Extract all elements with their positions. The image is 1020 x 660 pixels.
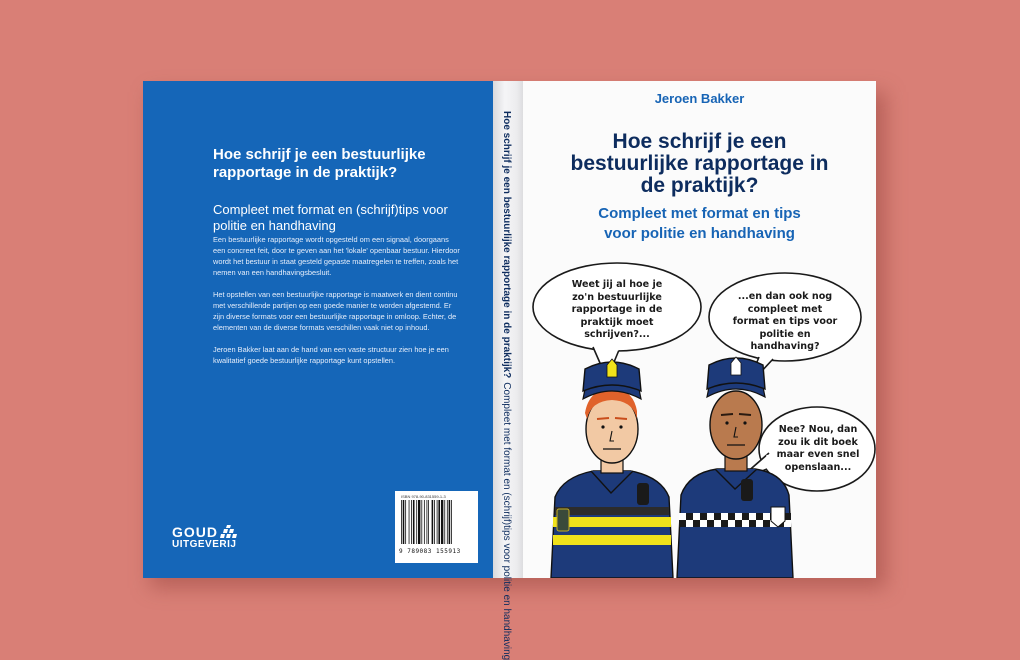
back-cover-blurb <box>213 234 463 377</box>
publisher-name: GOUD <box>172 524 218 540</box>
blurb-paragraph: Een bestuurlijke rapportage wordt opgesteld om een signaal, doorgaans een concreet feit, door te geven aan het 'lokale' openbaar bestuur. Hierdoor wordt het bestuur in staat gesteld gepaste maatregelen te treffen, zoals het nemen van een handhavingsbesluit. <box>213 235 460 277</box>
barcode-bars <box>401 500 471 544</box>
front-cover <box>523 81 876 578</box>
front-cover-subtitle <box>523 204 876 244</box>
blurb-paragraph: Jeroen Bakker laat aan de hand van een vaste structuur zien hoe je een kwalitatief goede bestuurlijke rapportage kunt opstellen. <box>213 345 449 365</box>
book-spine <box>493 81 523 660</box>
speech-text-1: Weet jij al hoe je zo'n bestuurlijke rapportage in de praktijk moet schrijven?... <box>571 279 663 340</box>
subtitle-line: voor politie en handhaving <box>604 225 795 242</box>
speech-text-2: ...en dan ook nog compleet met format en tips voor politie en handhaving? <box>732 291 838 352</box>
speech-text-3: Nee? Nou, dan zou ik dit boek maar even snel openslaan... <box>776 424 860 473</box>
back-cover-title: Hoe schrijf je een bestuurlijke rapportage in de praktijk? <box>213 146 426 181</box>
gold-bars-icon <box>219 525 237 539</box>
blurb-paragraph: Het opstellen van een bestuurlijke rapportage is maatwerk en dient continu met verschillende partijen op een goede manier te worden afgestemd. Er zijn diverse formats voor een bestuurlijke rapportage in omloop. Echter, de elementen van de diverse formats verschillen vaak niet op inhoud. <box>213 290 458 332</box>
spine-subtitle: Compleet met format en (schrijf)tips voor politie en handhaving <box>501 382 513 660</box>
isbn-barcode <box>395 491 478 563</box>
spine-title: Hoe schrijf je een bestuurlijke rapportage in de praktijk? <box>501 111 513 379</box>
spine-text <box>492 81 522 660</box>
front-title-text: Hoe schrijf je een bestuurlijke rapportage in de praktijk? <box>570 130 829 197</box>
back-cover-subtitle: Compleet met format en (schrijf)tips voor politie en handhaving <box>213 202 448 233</box>
author-name: Jeroen Bakker <box>654 91 745 106</box>
police-officer-left <box>551 359 673 578</box>
subtitle-line: Compleet met format en tips <box>598 205 801 222</box>
barcode-number: 9 789083 155913 <box>399 548 461 555</box>
isbn-label: ISBN 978-90-831559-1-3 <box>401 494 446 499</box>
back-cover <box>143 81 493 578</box>
publisher-logo <box>172 525 237 551</box>
publisher-subname: UITGEVERIJ <box>172 539 237 550</box>
front-cover-title <box>523 131 876 197</box>
